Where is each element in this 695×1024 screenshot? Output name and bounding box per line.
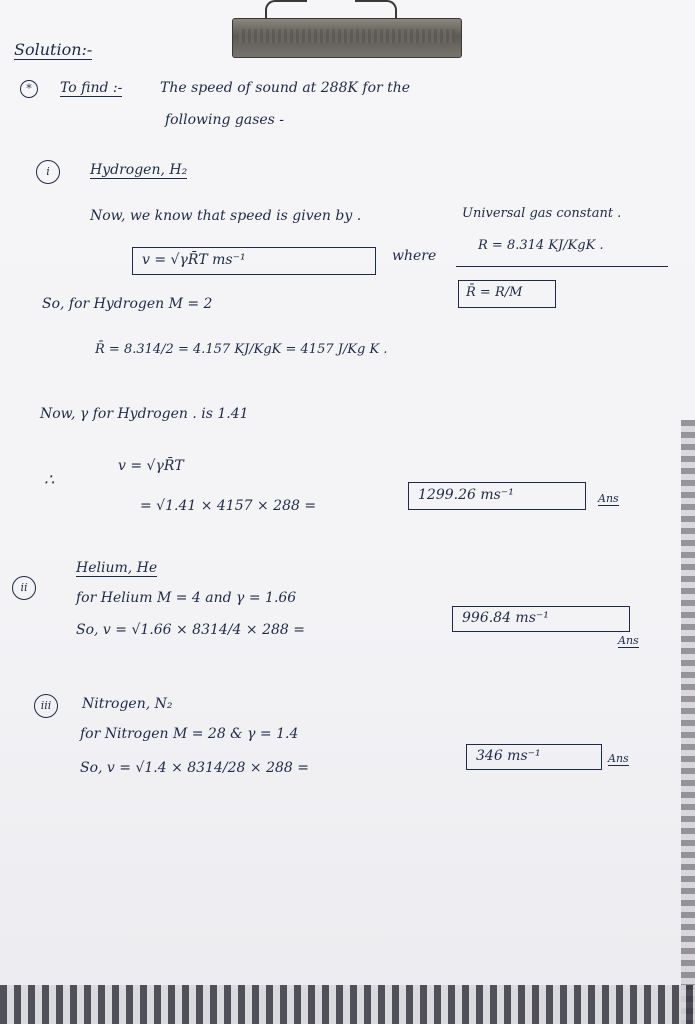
hydrogen-title: Hydrogen, H₂ (90, 162, 188, 178)
r-bar-relation: R̄ = R/M (466, 285, 523, 300)
nitrogen-title: Nitrogen, N₂ (82, 696, 173, 712)
hydrogen-know-line: Now, we know that speed is given by . (90, 208, 362, 224)
hydrogen-ans-tag: Ans (598, 492, 619, 505)
universal-gas-label: Universal gas constant . (462, 206, 622, 221)
to-find-line-1: The speed of sound at 288K for the (160, 80, 411, 96)
numeral-ii: ii (12, 576, 36, 600)
nitrogen-ans-tag: Ans (608, 752, 629, 765)
helium-title: Helium, He (76, 560, 158, 576)
hydrogen-answer: 1299.26 ms⁻¹ (418, 487, 514, 503)
v-substitution-hydrogen: = √1.41 × 4157 × 288 = (140, 498, 317, 514)
helium-given: for Helium M = 4 and γ = 1.66 (76, 590, 297, 606)
speed-formula: v = √γR̄T ms⁻¹ (142, 252, 246, 268)
to-find-label: To find :- (60, 80, 123, 96)
numeral-iii: iii (34, 694, 58, 718)
tablecloth-strip (0, 985, 695, 1024)
therefore-symbol: ∴ (44, 470, 55, 489)
page-edge-shadow (681, 420, 695, 1024)
gas-constant-value: R = 8.314 KJ/KgK . (478, 238, 604, 253)
nitrogen-given: for Nitrogen M = 28 & γ = 1.4 (80, 726, 299, 742)
helium-substitution: So, v = √1.66 × 8314/4 × 288 = (76, 622, 305, 638)
where-text: where (392, 248, 437, 264)
nitrogen-answer: 346 ms⁻¹ (476, 748, 541, 764)
solution-heading: Solution:- (14, 40, 93, 59)
nitrogen-substitution: So, v = √1.4 × 8314/28 × 288 = (80, 760, 309, 776)
r-bar-calculation: R̄ = 8.314/2 = 4.157 KJ/KgK = 4157 J/Kg K . (95, 342, 388, 357)
binder-clip (232, 18, 462, 58)
gamma-hydrogen: Now, γ for Hydrogen . is 1.41 (40, 406, 249, 422)
v-formula-hydrogen: v = √γR̄T (118, 458, 184, 474)
gas-constant-underline (456, 266, 668, 267)
helium-ans-tag: Ans (618, 634, 639, 647)
hydrogen-molar-mass: So, for Hydrogen M = 2 (42, 296, 213, 312)
star-marker: * (20, 80, 38, 98)
to-find-line-2: following gases - (165, 112, 285, 128)
helium-answer: 996.84 ms⁻¹ (462, 610, 549, 626)
numeral-i: i (36, 160, 60, 184)
